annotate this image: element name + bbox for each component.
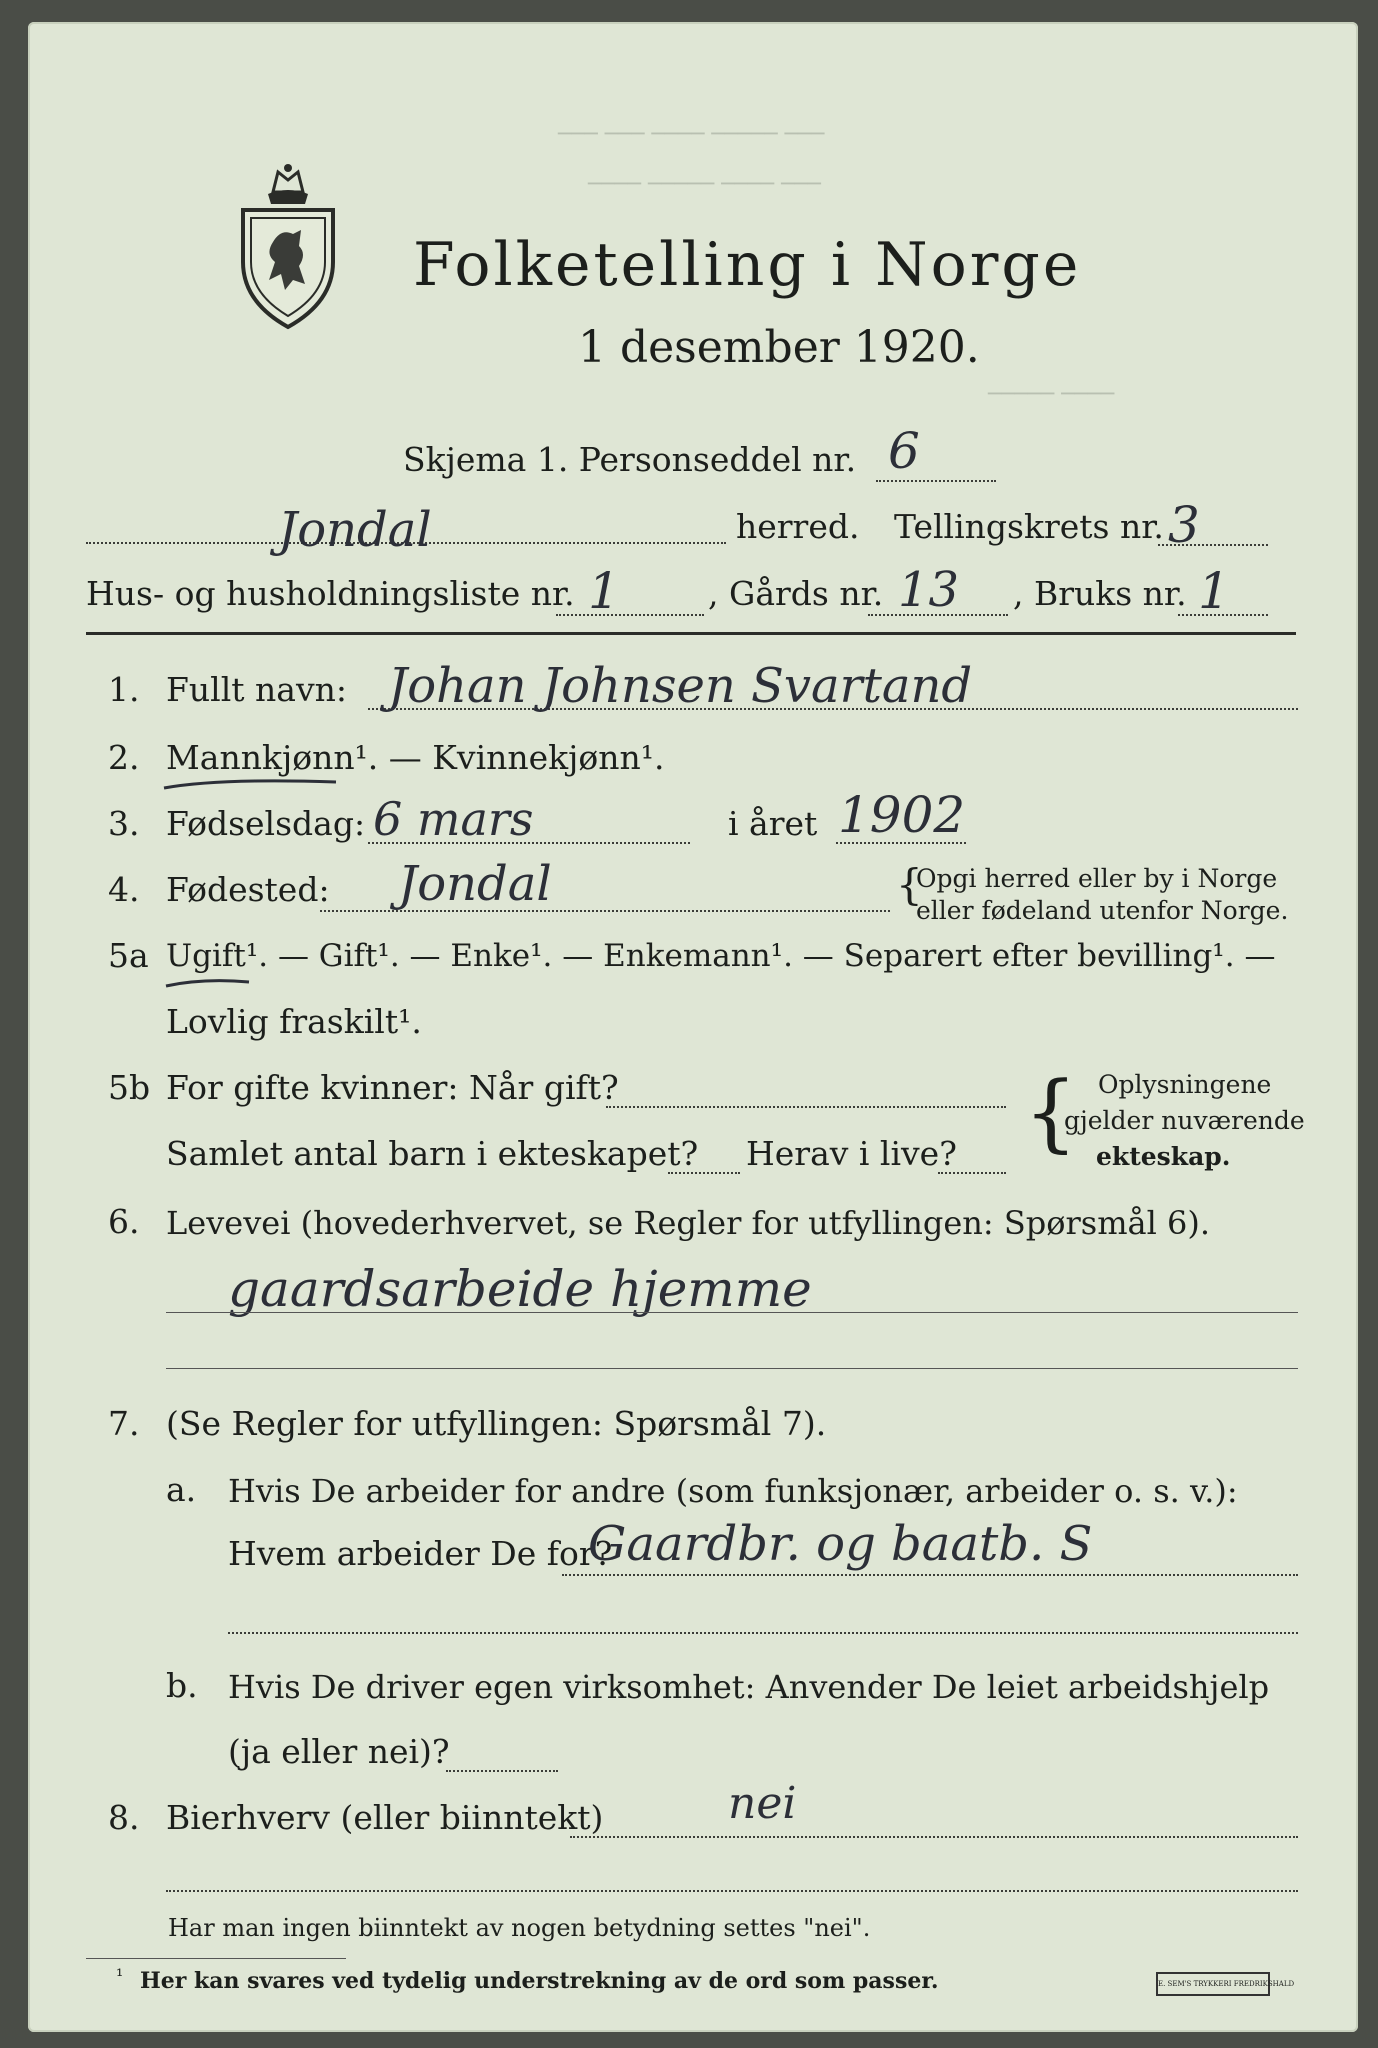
q7b-field-line	[446, 1770, 558, 1772]
q4-label: Fødested:	[166, 870, 330, 909]
q5b-married-field-line	[606, 1106, 1006, 1108]
herred-label: herred.	[736, 507, 860, 546]
q1-number: 1.	[108, 670, 140, 709]
q8-field-line2	[166, 1890, 1298, 1892]
form-date: 1 desember 1920.	[578, 322, 980, 373]
bleed-through-text: ─── ─── ──── ───── ───	[558, 122, 825, 147]
q3-number: 3.	[108, 804, 140, 843]
gards-value[interactable]: 13	[898, 562, 960, 618]
husholdningsliste-label: Hus- og husholdningsliste nr.	[86, 574, 575, 613]
q4-birthplace-value[interactable]: Jondal	[398, 856, 552, 912]
skjema-label: Skjema 1. Personseddel nr.	[403, 440, 857, 479]
footnote-mark: ¹	[116, 1966, 124, 1987]
bleed-through-text: ──── ───── ──── ───	[588, 172, 821, 197]
q5a-number: 5a	[108, 936, 149, 975]
q1-label: Fullt navn:	[166, 670, 347, 709]
q7-label: (Se Regler for utfyllingen: Spørsmål 7).	[166, 1404, 827, 1443]
tellingskrets-label: Tellingskrets nr.	[894, 507, 1164, 546]
husholdningsliste-field-line	[556, 614, 704, 616]
civil-status-underline-mark	[163, 974, 253, 992]
q5b-alive-field-line	[938, 1172, 1006, 1174]
q8-field-line	[570, 1836, 1298, 1838]
q8-number: 8.	[108, 1798, 140, 1837]
bleed-through-text: ───── ────	[988, 382, 1115, 407]
form-title: Folketelling i Norge	[413, 230, 1082, 300]
q5a-line2: Lovlig fraskilt¹.	[166, 1002, 422, 1041]
q7a-employer-value[interactable]: Gaardbr. og baatb. S	[588, 1516, 1093, 1572]
q5b-children-field-line	[668, 1172, 740, 1174]
q3-label: Fødselsdag:	[166, 804, 366, 843]
header-divider	[86, 632, 1296, 635]
personseddel-value[interactable]: 6	[888, 422, 920, 480]
q6-line2	[166, 1368, 1298, 1369]
q4-note-line1: Opgi herred eller by i Norge	[916, 864, 1278, 893]
q1-full-name-value[interactable]: Johan Johnsen Svartand	[388, 658, 973, 714]
q4-note-line2: eller fødeland utenfor Norge.	[916, 896, 1289, 925]
bruks-label: , Bruks nr.	[1013, 574, 1187, 613]
q7a-field-line2	[228, 1632, 1298, 1634]
q3-birthdate-value[interactable]: 6 mars	[373, 792, 534, 846]
q7a-field-line	[562, 1574, 1298, 1576]
q5b-note-line3: ekteskap.	[1096, 1142, 1231, 1171]
q2-number: 2.	[108, 738, 140, 777]
footnote-divider	[86, 1958, 346, 1959]
q6-line1	[166, 1312, 1298, 1313]
printer-stamp: E. SEM'S TRYKKERI FREDRIKSHALD	[1156, 1972, 1270, 1996]
q6-occupation-value[interactable]: gaardsarbeide hjemme	[228, 1260, 812, 1318]
q5a-civil-status-options: Ugift¹. — Gift¹. — Enke¹. — Enkemann¹. — Separert efter bevilling¹. —	[166, 938, 1276, 974]
q5b-note-line1: Oplysningene	[1098, 1070, 1272, 1099]
q2-gender-options: Mannkjønn¹. — Kvinnekjønn¹.	[166, 738, 665, 777]
q8-side-income-value[interactable]: nei	[728, 1778, 797, 1829]
bruks-value[interactable]: 1	[1198, 562, 1230, 620]
q7b-line1: Hvis De driver egen virksomhet: Anvender De leiet arbeidshjelp	[228, 1668, 1270, 1706]
q6-number: 6.	[108, 1202, 140, 1241]
q7a-letter: a.	[166, 1470, 197, 1509]
q4-number: 4.	[108, 870, 140, 909]
norwegian-coat-of-arms-icon	[233, 162, 343, 332]
husholdningsliste-value[interactable]: 1	[588, 562, 620, 620]
q7-number: 7.	[108, 1404, 140, 1443]
q7a-line1: Hvis De arbeider for andre (som funksjonær, arbeider o. s. v.):	[228, 1472, 1238, 1510]
gards-label: , Gårds nr.	[708, 574, 884, 613]
herred-value[interactable]: Jondal	[278, 502, 432, 558]
q5b-number: 5b	[108, 1068, 151, 1107]
q5b-alive-label: Herav i live?	[746, 1134, 957, 1173]
q5b-note-brace: {	[1024, 1063, 1078, 1161]
q5b-note-line2: gjelder nuværende	[1064, 1106, 1305, 1135]
nei-instruction: Har man ingen biinntekt av nogen betydning settes "nei".	[168, 1914, 871, 1942]
q7b-letter: b.	[166, 1666, 198, 1705]
q5b-children-label: Samlet antal barn i ekteskapet?	[166, 1134, 699, 1173]
q7b-line2: (ja eller nei)?	[228, 1732, 450, 1771]
q4-note-brace: {	[896, 860, 923, 909]
q6-label: Levevei (hovederhvervet, se Regler for utfyllingen: Spørsmål 6).	[166, 1204, 1211, 1242]
personseddel-field-line	[876, 480, 996, 482]
q5b-line1: For gifte kvinner: Når gift?	[166, 1068, 619, 1107]
q3-year-label: i året	[728, 804, 818, 843]
tellingskrets-value[interactable]: 3	[1168, 496, 1200, 554]
q7a-line2: Hvem arbeider De for?	[228, 1534, 613, 1573]
gender-underline-mark	[160, 774, 340, 794]
footnote-text: Her kan svares ved tydelig understrekning av de ord som passer.	[140, 1968, 939, 1994]
q3-birthyear-value[interactable]: 1902	[838, 786, 966, 844]
q8-label: Bierhverv (eller biinntekt)	[166, 1798, 604, 1837]
census-form-sheet	[28, 22, 1358, 2032]
